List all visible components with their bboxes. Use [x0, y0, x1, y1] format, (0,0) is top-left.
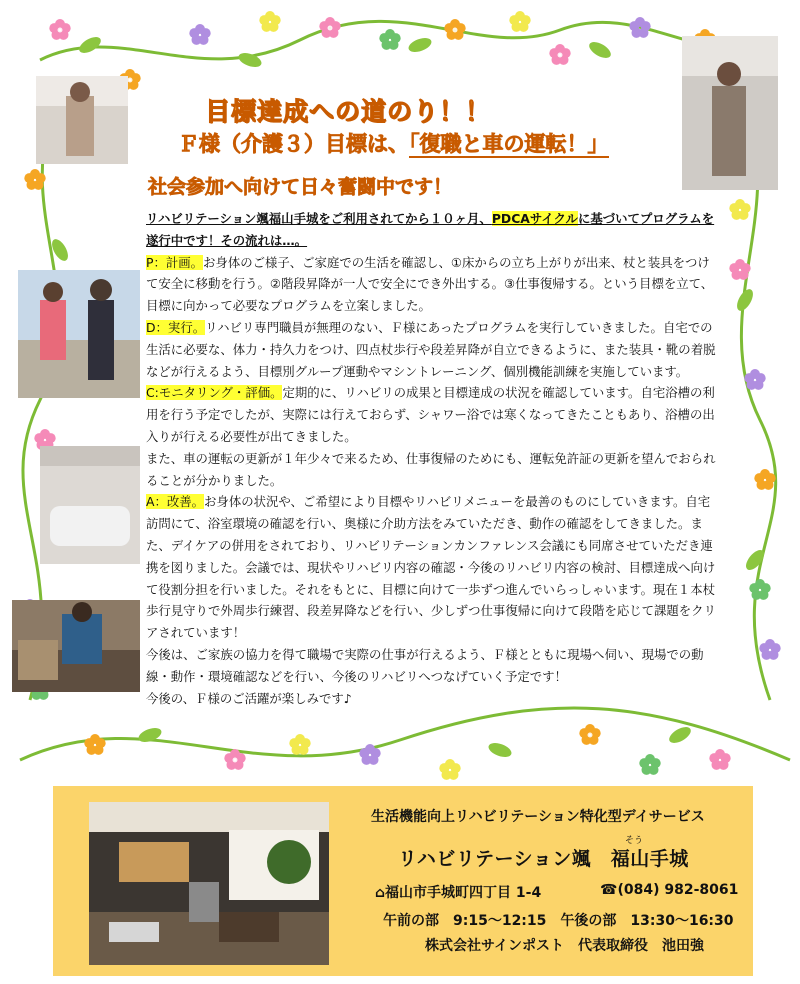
photo-staff-top-left	[36, 76, 128, 164]
plan-paragraph	[146, 252, 716, 317]
page-title: 目標達成への道のり！！	[205, 97, 492, 126]
secondary-subtitle: 社会参加へ向けて日々奮闘中です！	[148, 176, 453, 198]
do-paragraph	[146, 317, 716, 382]
article-body	[146, 208, 716, 709]
goal-subtitle	[178, 128, 609, 158]
phone-icon: ☎	[600, 882, 618, 898]
check-text: 定期的に、リハビリの成果と目標達成の状況を確認しています。自宅浴槽の利用を行う予定でしたが、実際には行えておらず、シャワー浴では寒くなってきたこともあり、浴槽の出入りが行える必要性が出てきました。	[146, 385, 715, 444]
act-text: お身体の状況や、ご希望により目標やリハビリメニューを最善のものにしていきます。自宅訪問にて、浴室環境の確認を行い、奥様に介助方法をみていただき、動作の確認をしてきました。また、デイケアの併用をされており、リハビリテーションカンファレンス会議にも同席させていただき連携を図りました。会議では、現状やリハビリ内容の確認・今後のリハビリ内容の検討、目標達成へ向けて役割分担を行いました。それをもとに、目標に向けて一歩ずつ進んでいらっしゃいます。現在１本杖歩行見守りで外周歩行練習、段差昇降などを行い、少しずつ仕事復帰に向けて段階を応じて課題をクリアされています！	[146, 494, 716, 641]
check-label: C:モニタリング・評価。	[146, 385, 283, 401]
plan-label: P：計画。	[146, 254, 204, 270]
check-paragraph	[146, 382, 716, 447]
do-text: リハビリ専門職員が無理のない、Ｆ様にあったプログラムを実行していきました。自宅での生活に必要な、体力・持久力をつけ、四点杖歩行や段差昇降が自立できるように、また装具・靴の着脱などが行えるよう、目標別グループ運動やマシントレーニング、個別機能訓練を実施しています。	[146, 319, 716, 379]
contact-line	[375, 882, 739, 902]
photo-staff-top-right	[682, 36, 778, 190]
photo-home-visit	[12, 600, 140, 692]
plan-text: お身体のご様子、ご家庭での生活を確認し、①床からの立ち上がりが出来、杖と装具をつけて安全に移動を行う。②階段昇降が一人で安全にでき外出する。③仕事復帰する。という目標を立て、目標に向かって必要なプログラムを立案しました。	[146, 254, 714, 314]
goal-text: 「復職と車の運転！」	[409, 132, 609, 156]
photo-walking-practice	[18, 270, 140, 398]
facility-footer	[53, 786, 753, 976]
facility-interior-photo	[89, 802, 329, 965]
company-info: 株式会社サインポスト 代表取締役 池田強	[425, 938, 705, 954]
business-hours: 午前の部 9:15～12:15 午後の部 13:30～16:30	[383, 913, 734, 929]
intro-paragraph	[146, 208, 716, 252]
check-paragraph-2: また、車の運転の更新が１年少々で来るため、仕事復帰のためにも、運転免許証の更新を望んでおられることが分かりました。	[146, 450, 716, 488]
do-label: D：実行。	[146, 319, 206, 335]
closing-paragraph-1: 今後は、ご家族の協力を得て職場で実際の仕事が行えるよう、Ｆ様とともに現場へ伺い、現場での動線・動作・環境確認などを行い、今後のリハビリへつなげていく予定です！	[146, 646, 704, 684]
photo-bathroom	[40, 446, 140, 564]
goal-prefix: Ｆ様（介護３）目標は、	[178, 132, 409, 156]
act-label: A：改善。	[146, 494, 205, 510]
pdca-highlight: PDCAサイクル	[491, 211, 578, 226]
name-ruby: そう	[625, 836, 644, 846]
facility-name: リハビリテーション颯 福山手城	[398, 848, 689, 870]
act-paragraph	[146, 491, 716, 644]
home-icon: ⌂	[375, 885, 386, 901]
phone-number: (084) 982-8061	[617, 882, 739, 898]
intro-text-b: に基づいてプログラムを遂行中です！その流れは…。	[146, 211, 715, 248]
intro-text-a: リハビリテーション颯福山手城をご利用されてから１０ヶ月、	[146, 211, 492, 226]
address: 福山市手城町四丁目 1-4	[385, 885, 542, 901]
service-type: 生活機能向上リハビリテーション特化型デイサービス	[371, 809, 705, 825]
closing-paragraph-2: 今後の、Ｆ様のご活躍が楽しみです♪	[146, 690, 352, 706]
